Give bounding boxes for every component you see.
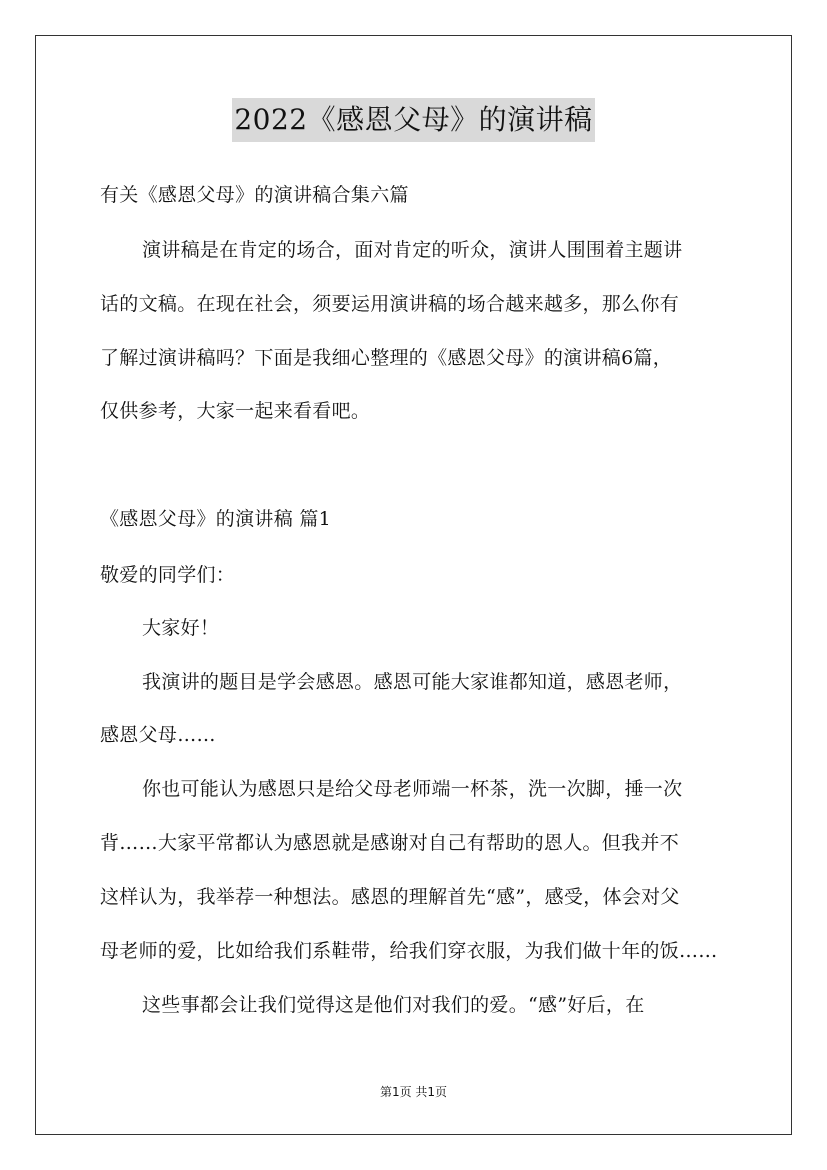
section-heading: 《感恩父母》的演讲稿 篇1 xyxy=(100,508,332,530)
body-line-3: 你也可能认为感恩只是给父母老师端一杯茶，洗一次脚，捶一次 xyxy=(142,778,683,800)
greeting: 大家好！ xyxy=(142,617,220,639)
intro-line-4: 仅供参考，大家一起来看看吧。 xyxy=(100,400,371,422)
body-line-6: 母老师的爱，比如给我们系鞋带，给我们穿衣服，为我们做十年的饭…… xyxy=(100,940,718,962)
intro-line-1: 演讲稿是在肯定的场合，面对肯定的听众，演讲人围围着主题讲 xyxy=(142,239,683,261)
document-title: 2022《感恩父母》的演讲稿 xyxy=(232,98,594,142)
body-line-1: 我演讲的题目是学会感恩。感恩可能大家谁都知道，感恩老师， xyxy=(142,671,683,693)
intro-line-3: 了解过演讲稿吗？下面是我细心整理的《感恩父母》的演讲稿6篇， xyxy=(100,347,673,369)
page-footer: 第1页 共1页 xyxy=(379,1085,448,1099)
body-line-2: 感恩父母…… xyxy=(100,724,216,746)
title-container xyxy=(0,98,827,142)
intro-line-2: 话的文稿。在现在社会，须要运用演讲稿的场合越来越多，那么你有 xyxy=(100,293,680,315)
salutation: 敬爱的同学们： xyxy=(100,564,236,586)
body-line-5: 这样认为，我举荐一种想法。感恩的理解首先“感”，感受，体会对父 xyxy=(100,886,680,908)
body-line-4: 背……大家平常都认为感恩就是感谢对自己有帮助的恩人。但我并不 xyxy=(100,832,680,854)
document-subtitle: 有关《感恩父母》的演讲稿合集六篇 xyxy=(100,184,409,206)
body-line-7: 这些事都会让我们觉得这是他们对我们的爱。“感”好后，在 xyxy=(142,994,645,1016)
